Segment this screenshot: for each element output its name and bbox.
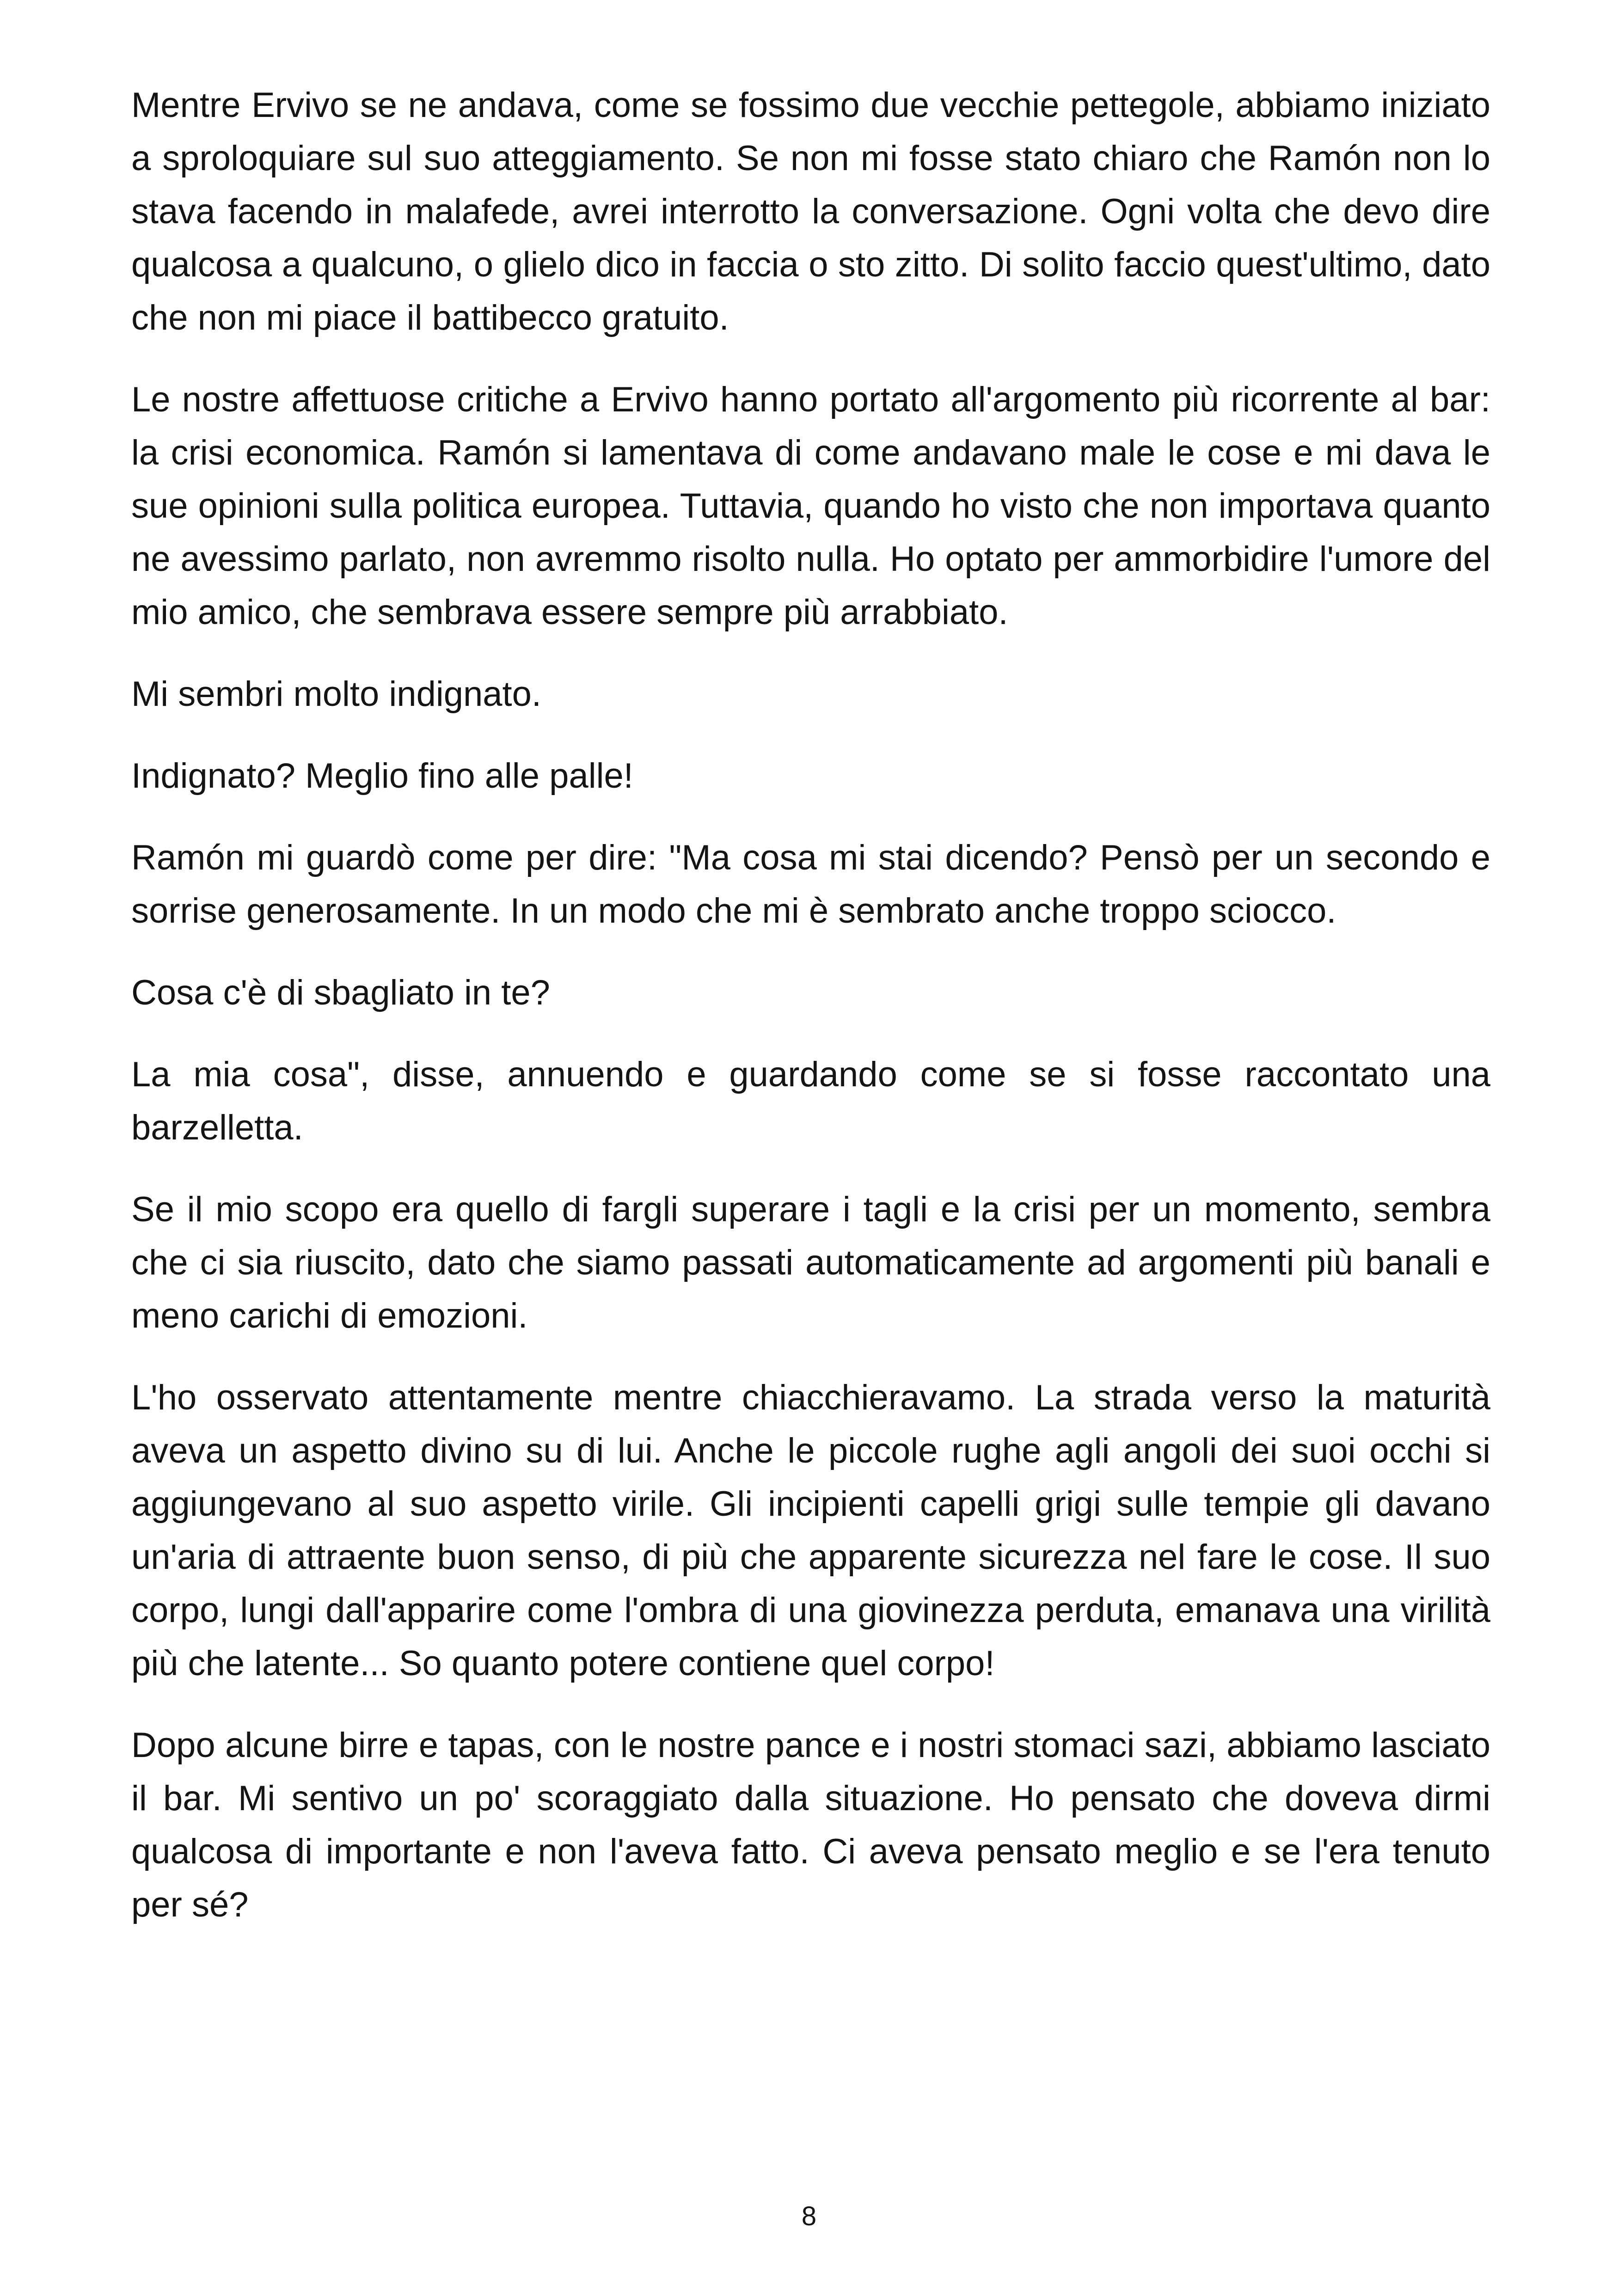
page-number: 8 [801, 2201, 817, 2231]
paragraph: L'ho osservato attentamente mentre chiacchieravamo. La strada verso la maturità aveva un aspetto divino su di lui. Anche le piccole rughe agli angoli dei suoi occhi si aggiungevano al suo aspetto virile. Gli incipienti capelli grigi sulle tempie gli davano un'aria di attraente buon senso, di più che apparente sicurezza nel fare le cose. Il suo corpo, lungi dall'apparire come l'ombra di una giovinezza perduta, emanava una virilità più che latente... So quanto potere contiene quel corpo! [131, 1378, 1490, 1683]
paragraph: Ramón mi guardò come per dire: "Ma cosa mi stai dicendo? Pensò per un secondo e sorrise generosamente. In un modo che mi è sembrato anche troppo sciocco. [131, 838, 1490, 931]
paragraph: La mia cosa", disse, annuendo e guardando come se si fosse raccontato una barzelletta. [131, 1055, 1490, 1147]
paragraph: Mi sembri molto indignato. [131, 674, 542, 714]
paragraph: Se il mio scopo era quello di fargli superare i tagli e la crisi per un momento, sembra che ci sia riuscito, dato che siamo passati automaticamente ad argomenti più banali e meno carichi di emozioni. [131, 1190, 1490, 1335]
paragraph: Le nostre affettuose critiche a Ervivo hanno portato all'argomento più ricorrente al bar: la crisi economica. Ramón si lamentava di come andavano male le cose e mi dava le sue opinioni sulla politica europea. Tuttavia, quando ho visto che non importava quanto ne avessimo parlato, non avremmo risolto nulla. Ho optato per ammorbidire l'umore del mio amico, che sembrava essere sempre più arrabbiato. [131, 380, 1490, 632]
page-body [131, 79, 1490, 1960]
paragraph: Dopo alcune birre e tapas, con le nostre pance e i nostri stomaci sazi, abbiamo lasciato il bar. Mi sentivo un po' scoraggiato dalla situazione. Ho pensato che doveva dirmi qualcosa di importante e non l'aveva fatto. Ci aveva pensato meglio e se l'era tenuto per sé? [131, 1726, 1490, 1924]
paragraph: Indignato? Meglio fino alle palle! [131, 756, 633, 796]
paragraph: Cosa c'è di sbagliato in te? [131, 973, 550, 1012]
paragraph: Mentre Ervivo se ne andava, come se fossimo due vecchie pettegole, abbiamo iniziato a sproloquiare sul suo atteggiamento. Se non mi fosse stato chiaro che Ramón non lo stava facendo in malafede, avrei interrotto la conversazione. Ogni volta che devo dire qualcosa a qualcuno, o glielo dico in faccia o sto zitto. Di solito faccio quest'ultimo, dato che non mi piace il battibecco gratuito. [131, 86, 1490, 337]
